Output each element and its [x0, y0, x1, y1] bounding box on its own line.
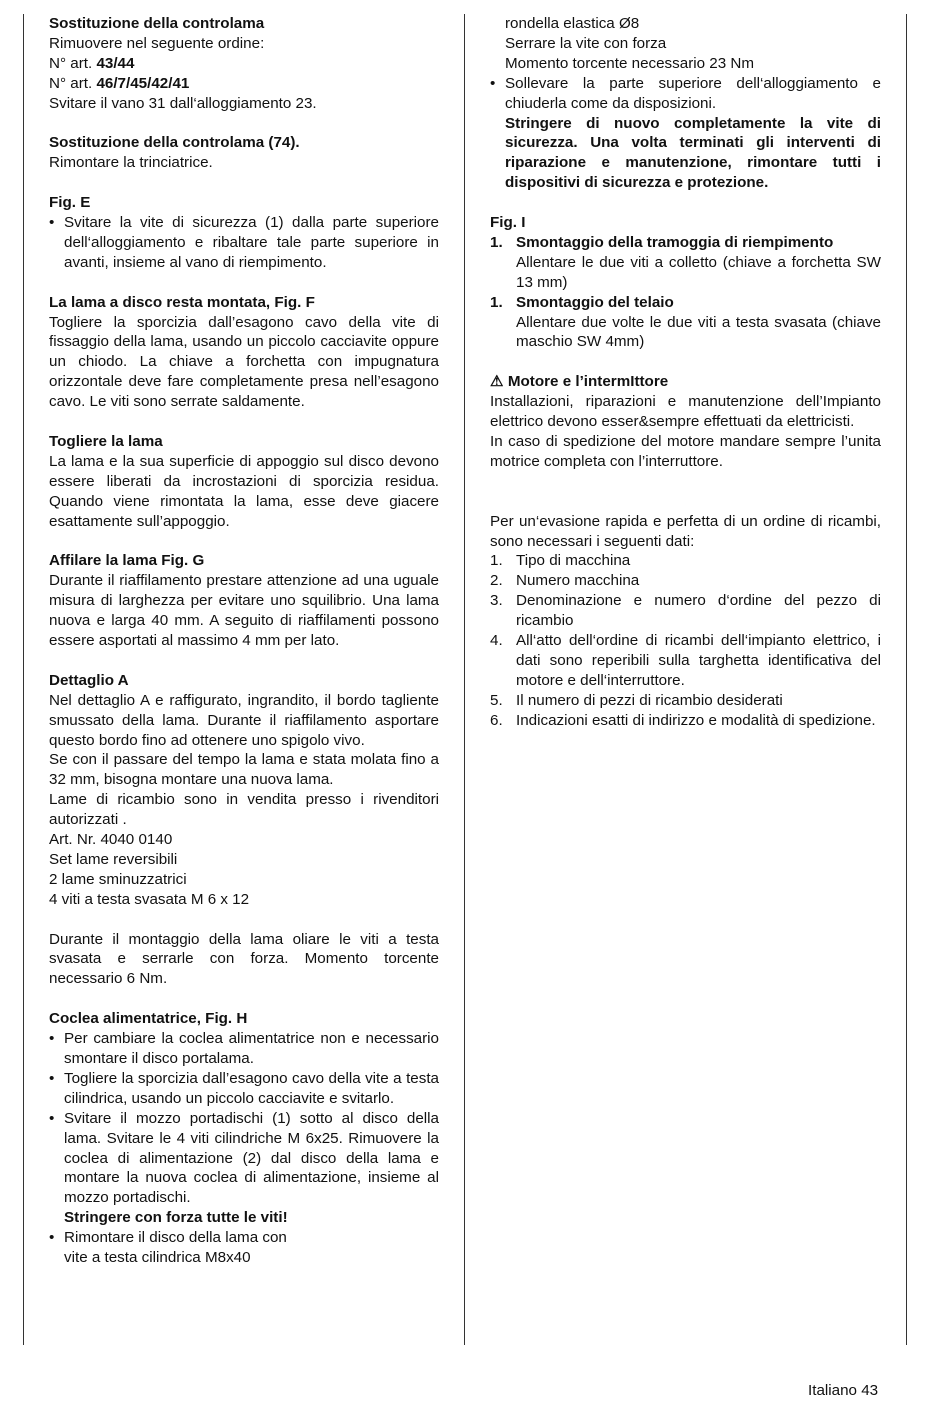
item-text: Indicazioni esatti di indirizzo e modalità di spedizione. — [516, 711, 876, 729]
section-title: Fig. I — [490, 214, 526, 232]
section-fig-h — [49, 1009, 439, 1268]
item-text: Tipo di macchina — [516, 552, 631, 570]
paragraph: Installazioni, riparazioni e manutenzione dell’Impianto elettrico devono esser&sempre effettuati da elettricisti. — [490, 393, 881, 431]
bullet-text: Togliere la sporcizia dall’esagono cavo della vite a testa cilindrica, usando un piccolo cacciavite e svitarlo. — [64, 1069, 439, 1107]
paragraph: Per un‘evasione rapida e perfetta di un ordine di ricambi, sono necessari i seguenti dati: — [490, 512, 881, 550]
text-line: Rimuovere nel seguente ordine: — [49, 34, 265, 52]
numbered-item — [490, 293, 881, 353]
order-item — [490, 711, 881, 731]
order-item — [490, 551, 881, 571]
text-line: Svitare il vano 31 dall‘alloggiamento 23. — [49, 94, 317, 112]
bullet-item — [49, 1109, 439, 1209]
bullet-item — [49, 1029, 439, 1069]
item-text: Il numero di pezzi di ricambio desiderati — [516, 691, 783, 709]
bullet-item — [49, 1069, 439, 1109]
bullet-icon: • — [49, 1030, 55, 1048]
center-divider-rule — [464, 14, 465, 1345]
order-item — [490, 571, 881, 591]
item-number: 5. — [490, 691, 503, 709]
bullet-text: Svitare la vite di sicurezza (1) dalla parte superiore dell‘alloggiamento e ribaltare tale parte superiore in avanti, insieme al vano di riempimento. — [64, 214, 439, 271]
bold-instruction: Stringere con forza tutte le viti! — [64, 1209, 288, 1227]
bullet-icon: • — [49, 214, 55, 232]
text-line: vite a testa cilindrica M8x40 — [64, 1249, 251, 1267]
paragraph: La lama e la sua superficie di appoggio sul disco devono essere liberati da incrostazioni di sporcizia residua. Quando viene rimontata la lama, esse deve giacere esattamente sull’appoggio. — [49, 452, 439, 530]
article-number: 46/7/45/42/41 — [96, 74, 190, 92]
item-text: Allentare due volte le due viti a testa svasata (chiave maschio SW 4mm) — [516, 313, 881, 351]
bullet-icon: • — [490, 74, 496, 92]
item-number: 1. — [490, 233, 503, 251]
bullet-text: Rimontare il disco della lama con — [64, 1229, 287, 1247]
section-title: Dettaglio A — [49, 671, 129, 689]
continued-block — [490, 14, 881, 193]
paragraph: In caso di spedizione del motore mandare sempre l’unita motrice completa con l’interruttore. — [490, 433, 881, 470]
section-title: Sostituzione della controlama (74). — [49, 134, 300, 152]
item-number: 3. — [490, 592, 503, 610]
order-item — [490, 631, 881, 691]
text-line: Rimontare la trinciatrice. — [49, 154, 213, 172]
item-number: 1. — [490, 552, 503, 570]
paragraph: Se con il passare del tempo la lama e stata molata fino a 32 mm, bisogna montare una nuova lama. — [49, 751, 439, 789]
bold-instruction: Stringere di nuovo completamente la vite di sicurezza. Una volta terminati gli interventi di riparazione e manutenzione, rimontare tutti i dispositivi di sicurezza e protezione. — [505, 114, 881, 192]
item-title: Smontaggio del telaio — [516, 293, 674, 311]
bullet-item — [49, 1228, 439, 1248]
section-title: Togliere la lama — [49, 432, 163, 450]
article-prefix: N° art. — [49, 54, 97, 72]
section-motor-switch — [490, 372, 881, 472]
text-line: rondella elastica Ø8 — [505, 15, 640, 32]
item-number: 4. — [490, 632, 503, 650]
text-line: Serrare la vite con forza — [505, 34, 667, 52]
section-remove-blade — [49, 432, 439, 532]
numbered-item — [490, 233, 881, 293]
text-line: 2 lame sminuzzatrici — [49, 870, 187, 888]
page-footer: Italiano 43 — [808, 1382, 879, 1399]
item-text: All‘atto dell‘ordine di ricambi dell‘impianto elettrico, i dati sono reperibili sulla targhetta identificativa del motore e dell‘interruttore. — [516, 632, 881, 689]
paragraph: Togliere la sporcizia dall’esagono cavo della vite di fissaggio della lama, usando un piccolo cacciavite oppure un chiodo. La chiave a forchetta con impugnatura orizzontale deve fare completamente presa nell’esagono cavo. Le viti sono serrate saldamente. — [49, 313, 439, 411]
item-text: Numero macchina — [516, 572, 640, 590]
article-line — [49, 74, 439, 94]
right-margin-rule — [906, 14, 907, 1345]
item-number: 2. — [490, 572, 503, 590]
section-spare-parts-order — [490, 512, 881, 731]
section-title: Fig. E — [49, 194, 91, 212]
bullet-item — [490, 74, 881, 114]
bullet-icon: • — [49, 1109, 55, 1127]
bullet-icon: • — [49, 1229, 55, 1247]
article-line — [49, 54, 439, 74]
bullet-text: Svitare il mozzo portadischi (1) sotto al disco della lama. Svitare le 4 viti cilindriche M 6x25. Rimuovere la coclea di alimentazione (2) dal disco della lama e montare la nuova coclea di alimentazione, insieme al mozzo portadischi. — [64, 1109, 439, 1207]
item-text: Allentare le due viti a colletto (chiave a forchetta SW 13 mm) — [516, 253, 881, 291]
section-title: Coclea alimentatrice, Fig. H — [49, 1010, 248, 1028]
section-title: Affilare la lama Fig. G — [49, 552, 205, 570]
section-title — [490, 372, 881, 392]
paragraph: Durante il montaggio della lama oliare le viti a testa svasata e serrarle con forza. Momento torcente necessario 6 Nm. — [49, 930, 439, 988]
section-detail-a — [49, 671, 439, 910]
bullet-item — [49, 213, 439, 273]
section-fig-f — [49, 293, 439, 412]
item-text: Denominazione e numero d‘ordine del pezzo di ricambio — [516, 592, 881, 630]
paragraph: Lame di ricambio sono in vendita presso i rivenditori autorizzati . — [49, 791, 439, 829]
section-replace-counterblade-74 — [49, 133, 439, 173]
left-margin-rule — [23, 14, 24, 1345]
text-line: Set lame reversibili — [49, 850, 178, 868]
section-title: Sostituzione della controlama — [49, 15, 265, 32]
order-item — [490, 591, 881, 631]
text-line: Art. Nr. 4040 0140 — [49, 831, 173, 849]
article-prefix: N° art. — [49, 74, 97, 92]
left-column — [49, 14, 439, 1268]
item-title: Smontaggio della tramoggia di riempimento — [516, 233, 834, 251]
text-line: 4 viti a testa svasata M 6 x 12 — [49, 890, 250, 908]
section-fig-g — [49, 551, 439, 651]
section-fig-e — [49, 193, 439, 273]
item-number: 1. — [490, 293, 503, 311]
paragraph: Nel dettaglio A e raffigurato, ingrandito, il bordo tagliente smussato della lama. Durante il riaffilamento asportare questo bordo fino ad ottenere uno spigolo vivo. — [49, 691, 439, 749]
section-title-text: Motore e l’intermIttore — [507, 373, 669, 391]
text-line: Momento torcente necessario 23 Nm — [505, 54, 755, 72]
section-title: La lama a disco resta montata, Fig. F — [49, 293, 315, 311]
right-column — [490, 14, 881, 731]
warning-icon: ⚠ — [490, 373, 504, 391]
article-number: 43/44 — [96, 54, 135, 72]
section-fig-i — [490, 213, 881, 352]
bullet-text: Per cambiare la coclea alimentatrice non e necessario smontare il disco portalama. — [64, 1030, 439, 1067]
bullet-text: Sollevare la parte superiore dell‘alloggiamento e chiuderla come da disposizioni. — [505, 74, 881, 112]
bullet-icon: • — [49, 1069, 55, 1087]
section-replace-counterblade — [49, 14, 439, 114]
order-item — [490, 691, 881, 711]
paragraph: Durante il riaffilamento prestare attenzione ad una uguale misura di larghezza per evitare uno squilibrio. Una lama nuova e larga 40 mm. A seguito di riaffilamenti possono essere asportati al massimo 4 mm per lato. — [49, 572, 439, 650]
item-number: 6. — [490, 711, 503, 729]
